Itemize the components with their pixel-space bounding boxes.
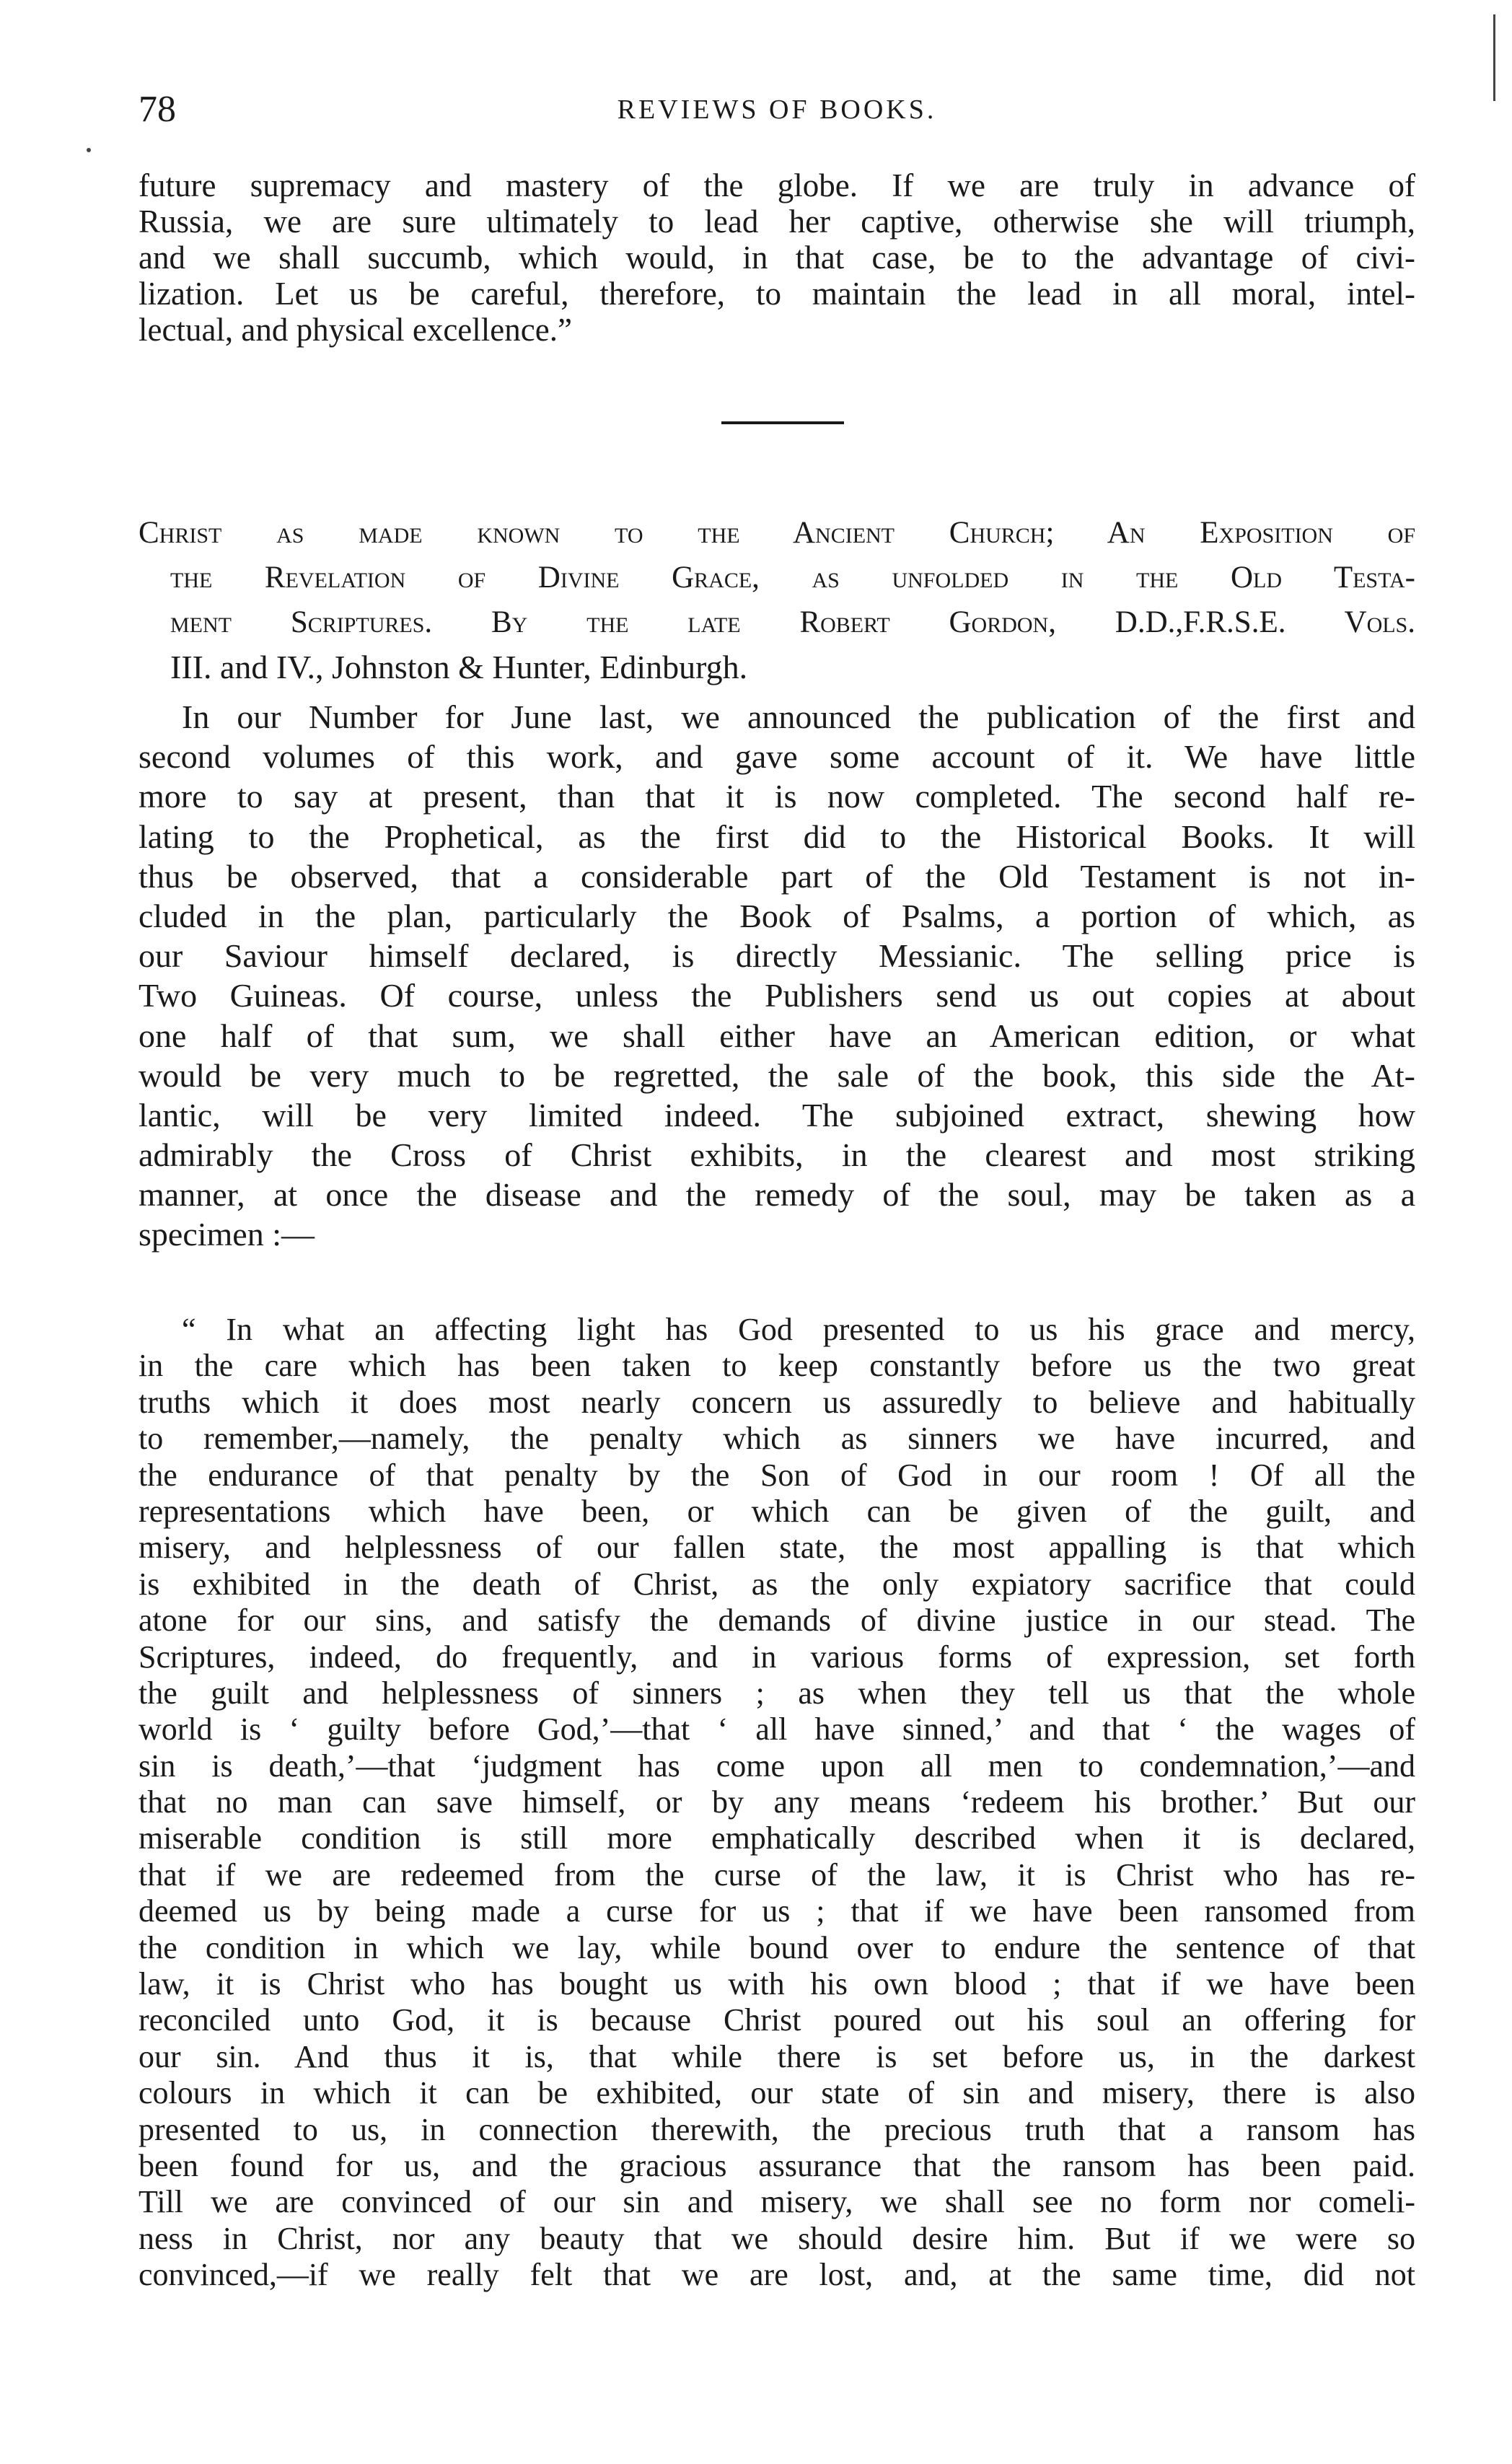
quote-line: representations which have been, or which can be given of the guilt, and bbox=[139, 1493, 1415, 1529]
quote-line: that if we are redeemed from the curse of the law, it is Christ who has re- bbox=[139, 1856, 1415, 1893]
quote-line: our sin. And thus it is, that while there is set before us, in the darkest bbox=[139, 2038, 1415, 2074]
quote-line: Scriptures, indeed, do frequently, and in various forms of expression, set forth bbox=[139, 1639, 1415, 1675]
text-line: cluded in the plan, particularly the Book of Psalms, a portion of which, as bbox=[139, 897, 1415, 934]
quote-line: deemed us by being made a curse for us ; that if we have been ransomed from bbox=[139, 1893, 1415, 1929]
quote-line: been found for us, and the gracious assurance that the ransom has been paid. bbox=[139, 2147, 1415, 2183]
quote-line: “ In what an affecting light has God presented to us his grace and mercy, bbox=[182, 1312, 1415, 1347]
text-line: one half of that sum, we shall either have an American edition, or what bbox=[139, 1017, 1415, 1054]
quote-line: miserable condition is still more emphatically described when it is declared, bbox=[139, 1820, 1415, 1856]
text-line: more to say at present, than that it is now completed. The second half re- bbox=[139, 778, 1415, 815]
text-line: second volumes of this work, and gave some account of it. We have little bbox=[139, 738, 1415, 776]
text-line: lantic, will be very limited indeed. The subjoined extract, shewing how bbox=[139, 1096, 1415, 1134]
quote-line: is exhibited in the death of Christ, as the only expiatory sacrifice that could bbox=[139, 1566, 1415, 1602]
margin-scan-mark bbox=[1493, 14, 1495, 101]
quote-line: the guilt and helplessness of sinners ; as when they tell us that the whole bbox=[139, 1675, 1415, 1711]
heading-line: Christ as made known to the Ancient Church; An Exposition of bbox=[139, 516, 1415, 550]
text-line: thus be observed, that a considerable part of the Old Testament is not in- bbox=[139, 857, 1415, 895]
text-line: future supremacy and mastery of the globe. If we are truly in advance of bbox=[139, 167, 1415, 203]
page-number: 78 bbox=[139, 89, 176, 130]
heading-line: the Revelation of Divine Grace, as unfolded in the Old Testa- bbox=[170, 561, 1415, 595]
quote-line: law, it is Christ who has bought us with his own blood ; that if we have been bbox=[139, 1966, 1415, 2002]
quote-line: presented to us, in connection therewith, the precious truth that a ransom has bbox=[139, 2111, 1415, 2147]
text-line: manner, at once the disease and the remedy of the soul, may be taken as a bbox=[139, 1176, 1415, 1214]
quote-line: misery, and helplessness of our fallen state, the most appalling is that which bbox=[139, 1530, 1415, 1566]
quote-line: the endurance of that penalty by the Son of God in our room ! Of all the bbox=[139, 1457, 1415, 1493]
heading-line: III. and IV., Johnston & Hunter, Edinburgh. bbox=[170, 649, 748, 685]
quote-line: the condition in which we lay, while bound over to endure the sentence of that bbox=[139, 1929, 1415, 1965]
text-line: would be very much to be regretted, the sale of the book, this side the At- bbox=[139, 1056, 1415, 1094]
quote-line: Till we are convinced of our sin and misery, we shall see no form nor comeli- bbox=[139, 2184, 1415, 2220]
quote-line: world is ‘ guilty before God,’—that ‘ all have sinned,’ and that ‘ the wages of bbox=[139, 1711, 1415, 1748]
text-line: Russia, we are sure ultimately to lead her captive, otherwise she will triumph, bbox=[139, 203, 1415, 240]
text-line: lization. Let us be careful, therefore, to maintain the lead in all moral, intel- bbox=[139, 276, 1415, 312]
text-line: lating to the Prophetical, as the first did to the Historical Books. It will bbox=[139, 817, 1415, 855]
review-heading bbox=[139, 511, 1415, 690]
section-divider bbox=[721, 421, 844, 424]
text-line: In our Number for June last, we announced the publication of the first and bbox=[182, 698, 1415, 735]
text-line: our Saviour himself declared, is directly Messianic. The selling price is bbox=[139, 937, 1415, 975]
quote-line: colours in which it can be exhibited, our state of sin and misery, there is also bbox=[139, 2075, 1415, 2111]
quote-line: atone for our sins, and satisfy the demands of divine justice in our stead. The bbox=[139, 1603, 1415, 1639]
quote-line: truths which it does most nearly concern us assuredly to believe and habitually bbox=[139, 1384, 1415, 1420]
quote-line: reconciled unto God, it is because Christ poured out his soul an offering for bbox=[139, 2002, 1415, 2038]
running-title: REVIEWS OF BOOKS. bbox=[617, 95, 937, 125]
quote-line: that no man can save himself, or by any means ‘redeem his brother.’ But our bbox=[139, 1784, 1415, 1820]
quote-line: to remember,—namely, the penalty which as sinners we have incurred, and bbox=[139, 1421, 1415, 1457]
running-head bbox=[139, 81, 1415, 139]
quote-line: convinced,—if we really felt that we are lost, and, at the same time, did not bbox=[139, 2257, 1415, 2293]
quote-line: in the care which has been taken to keep constantly before us the two great bbox=[139, 1348, 1415, 1384]
intro-paragraph bbox=[139, 167, 1415, 348]
quote-line: sin is death,’—that ‘judgment has come upon all men to condemnation,’—and bbox=[139, 1748, 1415, 1784]
text-line: Two Guineas. Of course, unless the Publishers send us out copies at about bbox=[139, 977, 1415, 1014]
text-line: admirably the Cross of Christ exhibits, in the clearest and most striking bbox=[139, 1136, 1415, 1174]
text-line: lectual, and physical excellence.” bbox=[139, 312, 572, 348]
review-paragraph bbox=[139, 697, 1415, 1255]
quote-line: ness in Christ, nor any beauty that we should desire him. But if we were so bbox=[139, 2220, 1415, 2256]
text-line: specimen :— bbox=[139, 1216, 315, 1253]
heading-line: ment Scriptures. By the late Robert Gordon, D.D.,F.R.S.E. Vols. bbox=[170, 605, 1415, 639]
text-line: and we shall succumb, which would, in that case, be to the advantage of civi- bbox=[139, 240, 1415, 276]
quoted-extract bbox=[139, 1312, 1415, 2294]
scan-dot-mark bbox=[87, 148, 91, 152]
